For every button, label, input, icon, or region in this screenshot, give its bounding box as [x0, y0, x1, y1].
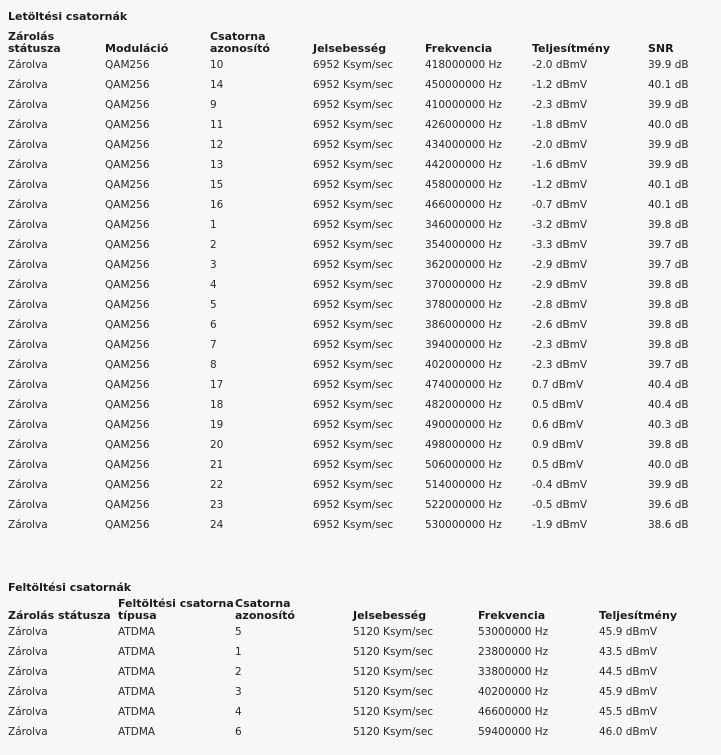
symbol-rate-cell: 5120 Ksym/sec: [353, 706, 434, 718]
channel-id-cell: 6: [210, 319, 217, 331]
channel-id-cell: 24: [210, 519, 224, 531]
table-row: [0, 455, 721, 475]
power-cell: -2.9 dBmV: [532, 259, 588, 271]
channel-type-cell: ATDMA: [118, 726, 156, 738]
table-row: [0, 375, 721, 395]
frequency-cell: 346000000 Hz: [425, 219, 502, 231]
frequency-cell: 394000000 Hz: [425, 339, 502, 351]
frequency-cell: 40200000 Hz: [478, 686, 549, 698]
power-cell: -0.7 dBmV: [532, 199, 588, 211]
channel-id-cell: 21: [210, 459, 224, 471]
table-row: [0, 702, 721, 722]
lock-status-cell: Zárolva: [8, 199, 48, 211]
channel-id-cell: 5: [235, 626, 242, 638]
power-cell: -2.0 dBmV: [532, 59, 588, 71]
table-row: [0, 355, 721, 375]
modulation-cell: QAM256: [105, 459, 150, 471]
snr-cell: 39.9 dB: [648, 99, 689, 111]
symbol-rate-cell: 6952 Ksym/sec: [313, 219, 394, 231]
frequency-cell: 498000000 Hz: [425, 439, 502, 451]
frequency-cell: 362000000 Hz: [425, 259, 502, 271]
lock-status-cell: Zárolva: [8, 479, 48, 491]
table-row: [0, 235, 721, 255]
power-cell: -2.0 dBmV: [532, 139, 588, 151]
snr-cell: 39.9 dB: [648, 479, 689, 491]
lock-status-cell: Zárolva: [8, 359, 48, 371]
lock-status-cell: Zárolva: [8, 519, 48, 531]
power-cell: -1.9 dBmV: [532, 519, 588, 531]
power-cell: -1.6 dBmV: [532, 159, 588, 171]
snr-cell: 39.9 dB: [648, 59, 689, 71]
snr-cell: 39.7 dB: [648, 359, 689, 371]
lock-status-cell: Zárolva: [8, 259, 48, 271]
frequency-cell: 354000000 Hz: [425, 239, 502, 251]
snr-cell: 39.8 dB: [648, 299, 689, 311]
modulation-cell: QAM256: [105, 119, 150, 131]
power-cell: 45.5 dBmV: [599, 706, 657, 718]
power-cell: 46.0 dBmV: [599, 726, 657, 738]
modulation-cell: QAM256: [105, 279, 150, 291]
channel-id-cell: 14: [210, 79, 224, 91]
col-header-snr: SNR: [648, 42, 674, 55]
channel-id-cell: 23: [210, 499, 224, 511]
symbol-rate-cell: 6952 Ksym/sec: [313, 199, 394, 211]
modulation-cell: QAM256: [105, 319, 150, 331]
lock-status-cell: Zárolva: [8, 459, 48, 471]
channel-id-cell: 20: [210, 439, 224, 451]
frequency-cell: 53000000 Hz: [478, 626, 549, 638]
symbol-rate-cell: 5120 Ksym/sec: [353, 666, 434, 678]
power-cell: -0.5 dBmV: [532, 499, 588, 511]
symbol-rate-cell: 6952 Ksym/sec: [313, 79, 394, 91]
modulation-cell: QAM256: [105, 59, 150, 71]
frequency-cell: 434000000 Hz: [425, 139, 502, 151]
power-cell: 0.5 dBmV: [532, 399, 584, 411]
symbol-rate-cell: 6952 Ksym/sec: [313, 439, 394, 451]
symbol-rate-cell: 6952 Ksym/sec: [313, 519, 394, 531]
modulation-cell: QAM256: [105, 479, 150, 491]
table-row: [0, 275, 721, 295]
channel-id-cell: 5: [210, 299, 217, 311]
channel-type-cell: ATDMA: [118, 646, 156, 658]
channel-id-cell: 2: [210, 239, 217, 251]
power-cell: 44.5 dBmV: [599, 666, 657, 678]
col-header-channel-id: Csatorna azonosító: [210, 30, 270, 55]
symbol-rate-cell: 6952 Ksym/sec: [313, 319, 394, 331]
channel-id-cell: 22: [210, 479, 224, 491]
power-cell: 0.9 dBmV: [532, 439, 584, 451]
symbol-rate-cell: 6952 Ksym/sec: [313, 239, 394, 251]
col-header-frequency: Frekvencia: [478, 609, 546, 622]
lock-status-cell: Zárolva: [8, 239, 48, 251]
symbol-rate-cell: 6952 Ksym/sec: [313, 59, 394, 71]
power-cell: -3.2 dBmV: [532, 219, 588, 231]
lock-status-cell: Zárolva: [8, 399, 48, 411]
downstream-table: [0, 25, 721, 535]
upstream-title: Feltöltési csatornák: [8, 581, 132, 594]
table-row: [0, 175, 721, 195]
col-header-symbol-rate: Jelsebesség: [313, 42, 387, 55]
channel-type-cell: ATDMA: [118, 666, 156, 678]
table-row: [0, 95, 721, 115]
lock-status-cell: Zárolva: [8, 279, 48, 291]
channel-id-cell: 12: [210, 139, 224, 151]
snr-cell: 40.1 dB: [648, 79, 689, 91]
table-row: [0, 255, 721, 275]
frequency-cell: 46600000 Hz: [478, 706, 549, 718]
channel-id-cell: 17: [210, 379, 224, 391]
lock-status-cell: Zárolva: [8, 159, 48, 171]
power-cell: -3.3 dBmV: [532, 239, 588, 251]
frequency-cell: 506000000 Hz: [425, 459, 502, 471]
snr-cell: 40.0 dB: [648, 459, 689, 471]
table-row: [0, 215, 721, 235]
symbol-rate-cell: 5120 Ksym/sec: [353, 646, 434, 658]
modulation-cell: QAM256: [105, 359, 150, 371]
channel-id-cell: 8: [210, 359, 217, 371]
snr-cell: 39.7 dB: [648, 239, 689, 251]
frequency-cell: 402000000 Hz: [425, 359, 502, 371]
modulation-cell: QAM256: [105, 519, 150, 531]
power-cell: -1.2 dBmV: [532, 79, 588, 91]
snr-cell: 39.9 dB: [648, 139, 689, 151]
snr-cell: 39.9 dB: [648, 159, 689, 171]
snr-cell: 39.7 dB: [648, 259, 689, 271]
table-row: [0, 495, 721, 515]
frequency-cell: 410000000 Hz: [425, 99, 502, 111]
symbol-rate-cell: 6952 Ksym/sec: [313, 119, 394, 131]
col-header-power: Teljesítmény: [532, 42, 611, 55]
snr-cell: 40.3 dB: [648, 419, 689, 431]
table-row: [0, 622, 721, 642]
frequency-cell: 474000000 Hz: [425, 379, 502, 391]
symbol-rate-cell: 6952 Ksym/sec: [313, 139, 394, 151]
frequency-cell: 530000000 Hz: [425, 519, 502, 531]
snr-cell: 39.6 dB: [648, 499, 689, 511]
channel-id-cell: 16: [210, 199, 224, 211]
upstream-header-row: [0, 597, 721, 622]
channel-type-cell: ATDMA: [118, 686, 156, 698]
col-header-lock-status: Zárolás státusza: [8, 30, 61, 55]
power-cell: 0.5 dBmV: [532, 459, 584, 471]
snr-cell: 39.8 dB: [648, 339, 689, 351]
table-row: [0, 642, 721, 662]
modulation-cell: QAM256: [105, 179, 150, 191]
channel-id-cell: 4: [235, 706, 242, 718]
symbol-rate-cell: 6952 Ksym/sec: [313, 479, 394, 491]
frequency-cell: 418000000 Hz: [425, 59, 502, 71]
frequency-cell: 33800000 Hz: [478, 666, 549, 678]
table-row: [0, 475, 721, 495]
snr-cell: 39.8 dB: [648, 219, 689, 231]
symbol-rate-cell: 6952 Ksym/sec: [313, 399, 394, 411]
power-cell: -2.3 dBmV: [532, 339, 588, 351]
frequency-cell: 450000000 Hz: [425, 79, 502, 91]
table-row: [0, 682, 721, 702]
table-row: [0, 55, 721, 75]
table-row: [0, 395, 721, 415]
channel-id-cell: 3: [235, 686, 242, 698]
table-row: [0, 75, 721, 95]
modulation-cell: QAM256: [105, 239, 150, 251]
col-header-lock-status: Zárolás státusza: [8, 609, 111, 622]
frequency-cell: 482000000 Hz: [425, 399, 502, 411]
power-cell: -2.9 dBmV: [532, 279, 588, 291]
frequency-cell: 386000000 Hz: [425, 319, 502, 331]
table-row: [0, 435, 721, 455]
modulation-cell: QAM256: [105, 219, 150, 231]
modulation-cell: QAM256: [105, 259, 150, 271]
power-cell: -1.8 dBmV: [532, 119, 588, 131]
snr-cell: 39.8 dB: [648, 279, 689, 291]
modulation-cell: QAM256: [105, 79, 150, 91]
snr-cell: 38.6 dB: [648, 519, 689, 531]
power-cell: -2.6 dBmV: [532, 319, 588, 331]
channel-type-cell: ATDMA: [118, 706, 156, 718]
channel-id-cell: 1: [235, 646, 242, 658]
frequency-cell: 514000000 Hz: [425, 479, 502, 491]
modulation-cell: QAM256: [105, 419, 150, 431]
power-cell: 0.6 dBmV: [532, 419, 584, 431]
symbol-rate-cell: 6952 Ksym/sec: [313, 299, 394, 311]
table-row: [0, 515, 721, 535]
table-row: [0, 155, 721, 175]
modulation-cell: QAM256: [105, 379, 150, 391]
lock-status-cell: Zárolva: [8, 139, 48, 151]
symbol-rate-cell: 6952 Ksym/sec: [313, 379, 394, 391]
lock-status-cell: Zárolva: [8, 666, 48, 678]
lock-status-cell: Zárolva: [8, 339, 48, 351]
table-row: [0, 315, 721, 335]
channel-id-cell: 7: [210, 339, 217, 351]
modulation-cell: QAM256: [105, 159, 150, 171]
table-row: [0, 135, 721, 155]
col-header-power: Teljesítmény: [599, 609, 678, 622]
table-row: [0, 722, 721, 742]
lock-status-cell: Zárolva: [8, 119, 48, 131]
lock-status-cell: Zárolva: [8, 99, 48, 111]
channel-id-cell: 18: [210, 399, 224, 411]
modulation-cell: QAM256: [105, 199, 150, 211]
modulation-cell: QAM256: [105, 139, 150, 151]
frequency-cell: 442000000 Hz: [425, 159, 502, 171]
lock-status-cell: Zárolva: [8, 419, 48, 431]
downstream-header-row: [0, 25, 721, 55]
channel-id-cell: 19: [210, 419, 224, 431]
table-row: [0, 335, 721, 355]
lock-status-cell: Zárolva: [8, 646, 48, 658]
power-cell: -2.3 dBmV: [532, 99, 588, 111]
lock-status-cell: Zárolva: [8, 706, 48, 718]
frequency-cell: 426000000 Hz: [425, 119, 502, 131]
power-cell: 45.9 dBmV: [599, 626, 657, 638]
symbol-rate-cell: 6952 Ksym/sec: [313, 339, 394, 351]
channel-id-cell: 6: [235, 726, 242, 738]
symbol-rate-cell: 5120 Ksym/sec: [353, 686, 434, 698]
lock-status-cell: Zárolva: [8, 59, 48, 71]
symbol-rate-cell: 6952 Ksym/sec: [313, 459, 394, 471]
power-cell: 0.7 dBmV: [532, 379, 584, 391]
lock-status-cell: Zárolva: [8, 299, 48, 311]
modulation-cell: QAM256: [105, 439, 150, 451]
channel-id-cell: 1: [210, 219, 217, 231]
snr-cell: 39.8 dB: [648, 319, 689, 331]
symbol-rate-cell: 6952 Ksym/sec: [313, 99, 394, 111]
frequency-cell: 378000000 Hz: [425, 299, 502, 311]
channel-type-cell: ATDMA: [118, 626, 156, 638]
power-cell: -1.2 dBmV: [532, 179, 588, 191]
channel-id-cell: 11: [210, 119, 224, 131]
symbol-rate-cell: 6952 Ksym/sec: [313, 279, 394, 291]
snr-cell: 40.0 dB: [648, 119, 689, 131]
symbol-rate-cell: 5120 Ksym/sec: [353, 626, 434, 638]
channel-id-cell: 15: [210, 179, 224, 191]
symbol-rate-cell: 6952 Ksym/sec: [313, 499, 394, 511]
modulation-cell: QAM256: [105, 499, 150, 511]
lock-status-cell: Zárolva: [8, 319, 48, 331]
downstream-title: Letöltési csatornák: [8, 10, 128, 23]
modulation-cell: QAM256: [105, 339, 150, 351]
snr-cell: 40.4 dB: [648, 399, 689, 411]
frequency-cell: 522000000 Hz: [425, 499, 502, 511]
lock-status-cell: Zárolva: [8, 726, 48, 738]
table-row: [0, 115, 721, 135]
lock-status-cell: Zárolva: [8, 179, 48, 191]
lock-status-cell: Zárolva: [8, 626, 48, 638]
col-header-symbol-rate: Jelsebesség: [353, 609, 427, 622]
lock-status-cell: Zárolva: [8, 499, 48, 511]
symbol-rate-cell: 6952 Ksym/sec: [313, 179, 394, 191]
frequency-cell: 490000000 Hz: [425, 419, 502, 431]
lock-status-cell: Zárolva: [8, 439, 48, 451]
table-row: [0, 415, 721, 435]
lock-status-cell: Zárolva: [8, 686, 48, 698]
power-cell: 43.5 dBmV: [599, 646, 657, 658]
frequency-cell: 370000000 Hz: [425, 279, 502, 291]
channel-id-cell: 10: [210, 59, 224, 71]
table-row: [0, 195, 721, 215]
frequency-cell: 466000000 Hz: [425, 199, 502, 211]
frequency-cell: 23800000 Hz: [478, 646, 549, 658]
lock-status-cell: Zárolva: [8, 79, 48, 91]
symbol-rate-cell: 6952 Ksym/sec: [313, 259, 394, 271]
snr-cell: 40.1 dB: [648, 199, 689, 211]
modulation-cell: QAM256: [105, 299, 150, 311]
power-cell: -2.8 dBmV: [532, 299, 588, 311]
col-header-channel-id: Csatorna azonosító: [235, 597, 295, 622]
modulation-cell: QAM256: [105, 99, 150, 111]
lock-status-cell: Zárolva: [8, 219, 48, 231]
upstream-table: [0, 597, 721, 742]
col-header-channel-type: Feltöltési csatorna típusa: [118, 597, 234, 622]
channel-id-cell: 13: [210, 159, 224, 171]
table-row: [0, 295, 721, 315]
col-header-frequency: Frekvencia: [425, 42, 493, 55]
symbol-rate-cell: 6952 Ksym/sec: [313, 159, 394, 171]
frequency-cell: 59400000 Hz: [478, 726, 549, 738]
symbol-rate-cell: 5120 Ksym/sec: [353, 726, 434, 738]
symbol-rate-cell: 6952 Ksym/sec: [313, 419, 394, 431]
channel-id-cell: 3: [210, 259, 217, 271]
snr-cell: 40.4 dB: [648, 379, 689, 391]
channel-id-cell: 2: [235, 666, 242, 678]
power-cell: -0.4 dBmV: [532, 479, 588, 491]
channel-id-cell: 9: [210, 99, 217, 111]
power-cell: -2.3 dBmV: [532, 359, 588, 371]
table-row: [0, 662, 721, 682]
snr-cell: 39.8 dB: [648, 439, 689, 451]
power-cell: 45.9 dBmV: [599, 686, 657, 698]
channel-id-cell: 4: [210, 279, 217, 291]
lock-status-cell: Zárolva: [8, 379, 48, 391]
snr-cell: 40.1 dB: [648, 179, 689, 191]
modulation-cell: QAM256: [105, 399, 150, 411]
frequency-cell: 458000000 Hz: [425, 179, 502, 191]
col-header-modulation: Moduláció: [105, 42, 169, 55]
symbol-rate-cell: 6952 Ksym/sec: [313, 359, 394, 371]
